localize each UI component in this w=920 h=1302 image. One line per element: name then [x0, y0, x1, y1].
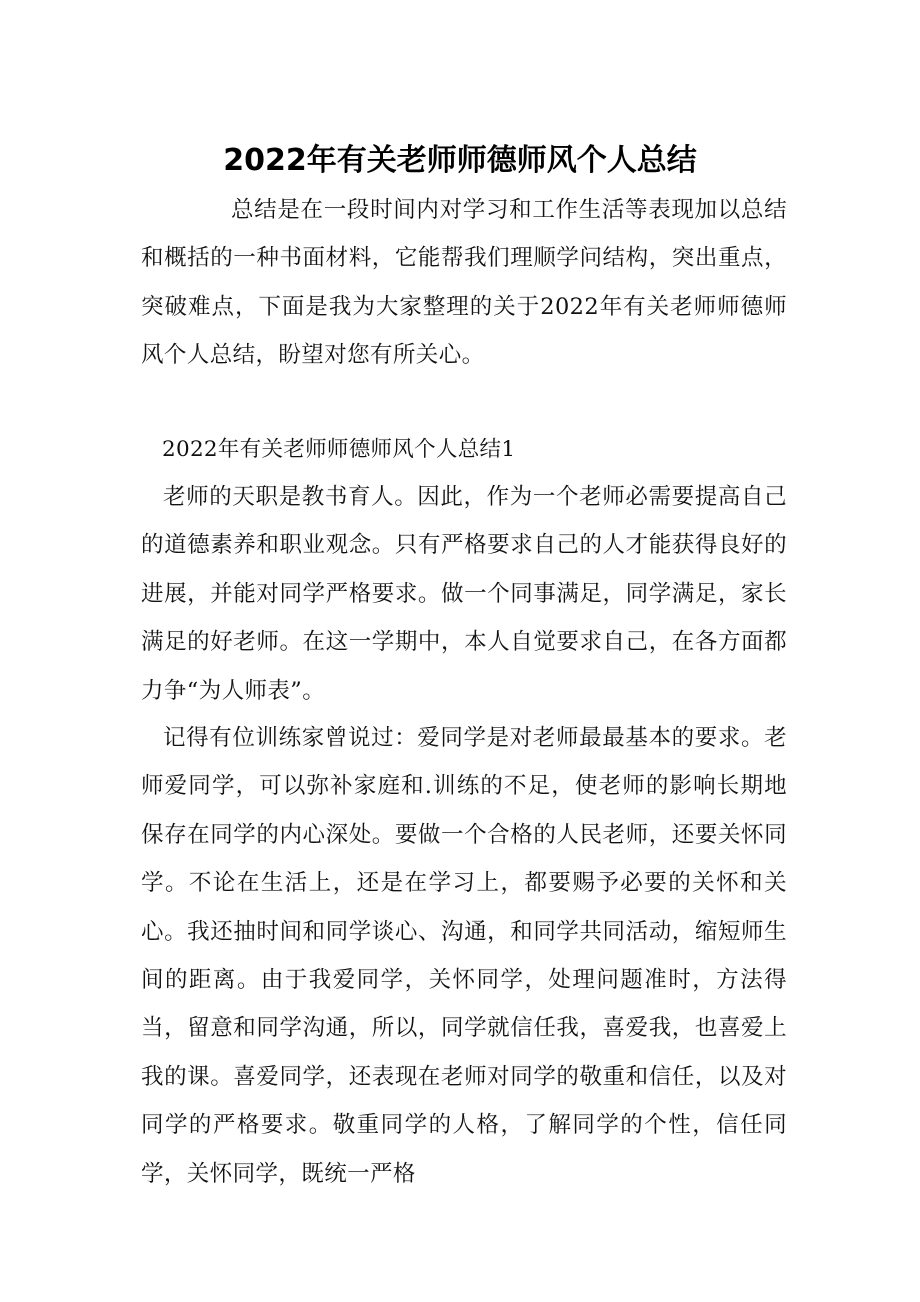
section-heading: 2022年有关老师师德师风个人总结1: [162, 437, 516, 462]
body-paragraph-2: 记得有位训练家曾说过：爱同学是对老师最最基本的要求。老师爱同学，可以弥补家庭和.训练的不足，使老师的影响长期地保存在同学的内心深处。要做一个合格的人民老师，还要关怀同学。不论在生活上，还是在学习上，都要赐予必要的关怀和关心。我还抽时间和同学谈心、沟通，和同学共同活动，缩短师生间的距离。由于我爱同学，关怀同学，处理问题准时，方法得当，留意和同学沟通，所以，同学就信任我，喜爱我，也喜爱上我的课。喜爱同学，还表现在老师对同学的敬重和信任，以及对同学的严格要求。敬重同学的人格，了解同学的个性，信任同学，关怀同学，既统一严格: [141, 725, 787, 1187]
body-paragraph-1: 老师的天职是教书育人。因此，作为一个老师必需要提高自己的道德素养和职业观念。只有严格要求自己的人才能获得良好的进展，并能对同学严格要求。做一个同事满足，同学满足，家长满足的好老师。在这一学期中，本人自觉要求自己，在各方面都力争“为人师表”。: [141, 484, 787, 704]
intro-paragraph: 总结是在一段时间内对学习和工作生活等表现加以总结和概括的一种书面材料，它能帮我们理顺学问结构，突出重点，突破难点，下面是我为大家整理的关于2022年有关老师师德师风个人总结，盼望对您有所关心。: [141, 197, 787, 369]
document-title: 2022年有关老师师德师风个人总结: [223, 143, 697, 179]
